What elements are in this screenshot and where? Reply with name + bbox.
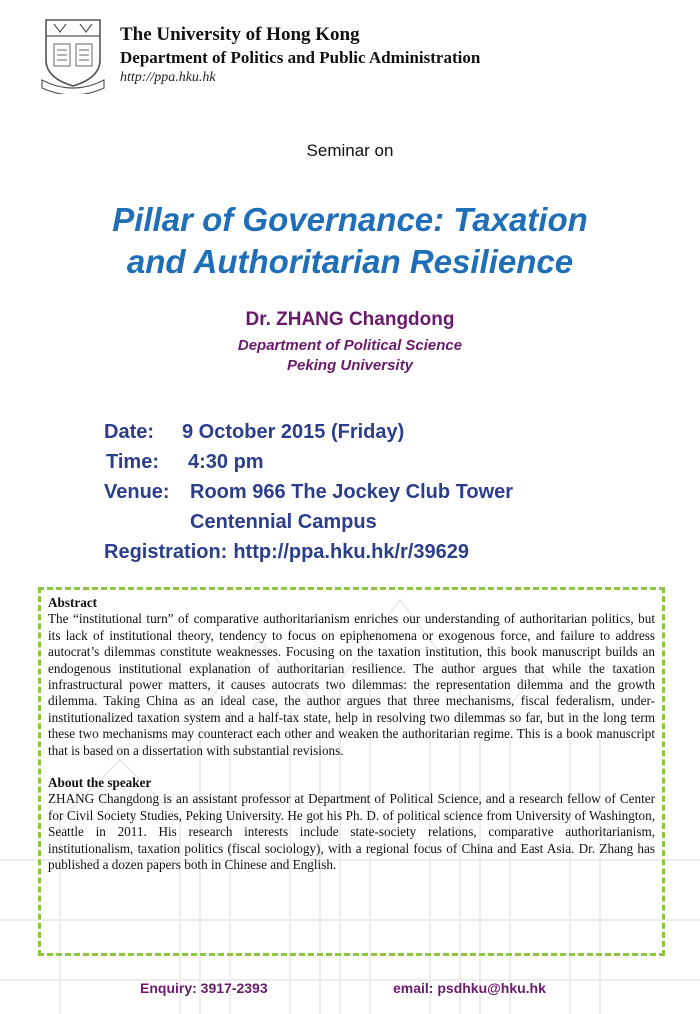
about-speaker-heading: About the speaker <box>48 775 152 791</box>
speaker-department: Department of Political Science <box>237 337 463 354</box>
venue-row-2 <box>104 507 513 537</box>
abstract-text: The “institutional turn” of comparative authoritarianism enriches our understanding of authoritarian politics, but its lack of institutional theory, tendency to focus on epiphenomena or exogenous force, and failure to address autocrat’s dilemmas constitute weaknesses. Focusing on the taxation institution, this book manuscript builds an endogenous institutional explanation of authoritarian resilience. The author argues that while the taxation infrastructural power matters, it causes autocrats two dilemmas: the representation dilemma and the growth dilemma. Taking China as an ideal case, the author argues that three mechanisms, fiscal federalism, under-institutionalized taxation system and a half-tax state, help in resolving two dilemmas so far, but in the long term these two mechanisms may counteract each other and weaken the authoritarian regime. This is a book manuscript that is based on a dissertation with substantial revisions. <box>48 611 655 758</box>
registration-label: Registration: <box>104 541 228 563</box>
department-url[interactable]: http://ppa.hku.hk <box>120 70 216 85</box>
enquiry-email[interactable]: email: psdhku@hku.hk <box>393 980 546 996</box>
venue-label: Venue: <box>104 481 170 503</box>
venue-value-line-2: Centennial Campus <box>190 511 377 533</box>
about-speaker-text: ZHANG Changdong is an assistant professor at Department of Political Science, and a research fellow of Center for Civil Society Studies, Peking University. He got his Ph. D. of political science from University of Washington, Seattle in 2011. His research interests include state-society relations, comparative authoritarianism, institutionalism, taxation politics (fiscal sociology), with a regional focus of China and East Asia. Dr. Zhang has published a dozen papers both in Chinese and English. <box>48 791 655 873</box>
university-name: The University of Hong Kong <box>120 24 360 45</box>
department-name: Department of Politics and Public Administration <box>120 48 481 67</box>
title-line-1: Pillar of Governance: Taxation <box>112 201 588 238</box>
seminar-title <box>0 199 700 283</box>
speaker-institution: Peking University <box>287 357 413 374</box>
enquiry-phone: Enquiry: 3917-2393 <box>140 980 268 996</box>
abstract-heading: Abstract <box>48 595 98 610</box>
registration-row <box>104 537 513 567</box>
time-label: Time: <box>106 451 159 473</box>
date-label: Date: <box>104 421 155 443</box>
speaker-name: Dr. ZHANG Changdong <box>245 309 455 330</box>
time-value: 4:30 pm <box>188 451 264 473</box>
registration-link[interactable]: http://ppa.hku.hk/r/39629 <box>233 541 469 563</box>
event-details <box>104 417 513 567</box>
section-gap <box>48 759 655 775</box>
abstract-box <box>38 587 665 956</box>
university-crest-icon <box>38 14 108 94</box>
time-row <box>104 447 513 477</box>
seminar-label: Seminar on <box>306 141 394 160</box>
date-value: 9 October 2015 (Friday) <box>182 421 405 443</box>
title-line-2: and Authoritarian Resilience <box>126 243 574 280</box>
venue-row <box>104 477 513 507</box>
venue-value-line-1: Room 966 The Jockey Club Tower <box>190 481 514 503</box>
date-row <box>104 417 513 447</box>
